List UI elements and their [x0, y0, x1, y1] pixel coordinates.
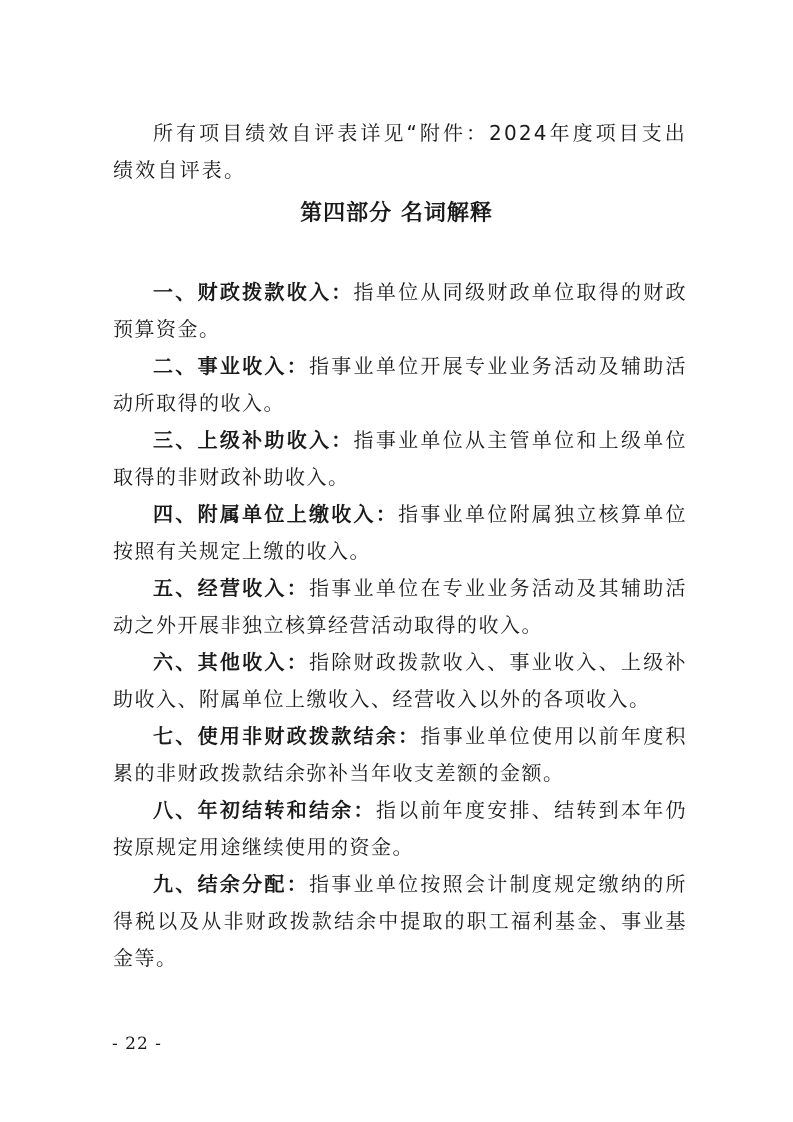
definition-paragraph: [113, 644, 687, 718]
section-title: 第四部分 名词解释: [300, 200, 493, 226]
definition-paragraph: [113, 792, 687, 866]
definition-term: 一、财政拨款收入：: [153, 280, 354, 304]
definition-paragraph: [113, 496, 687, 570]
definition-text: 指事业单位在专业业务活动及其辅助活动之外开展非独立核算经营活动取得的收入。: [113, 576, 688, 637]
definition-text: 指除财政拨款收入、事业收入、上级补助收入、附属单位上缴收入、经营收入以外的各项收入。: [113, 650, 688, 711]
definition-text: 指以前年度安排、结转到本年仍按原规定用途继续使用的资金。: [113, 798, 688, 859]
definition-term: 六、其他收入：: [153, 650, 309, 674]
definition-paragraph: [113, 570, 687, 644]
definition-term: 四、附属单位上缴收入：: [153, 502, 399, 526]
definition-paragraph: [113, 866, 687, 977]
definition-term: 九、结余分配：: [153, 872, 309, 896]
definition-term: 二、事业收入：: [153, 354, 309, 378]
definition-paragraph: [113, 422, 687, 496]
definition-text: 指单位从同级财政单位取得的财政预算资金。: [113, 280, 688, 341]
definition-text: 指事业单位按照会计制度规定缴纳的所得税以及从非财政拨款结余中提取的职工福利基金、事业基金等。: [113, 872, 688, 970]
definition-paragraph: [113, 348, 687, 422]
intro-paragraph: 所有项目绩效自评表详见“附件：2024年度项目支出绩效自评表。: [113, 121, 687, 182]
definition-term: 八、年初结转和结余：: [153, 798, 376, 822]
definition-text: 指事业单位附属独立核算单位按照有关规定上缴的收入。: [113, 502, 688, 563]
definition-text: 指事业单位从主管单位和上级单位取得的非财政补助收入。: [113, 428, 688, 489]
definition-paragraph: [113, 718, 687, 792]
definition-term: 七、使用非财政拨款结余：: [153, 724, 421, 748]
definition-text: 指事业单位开展专业业务活动及辅助活动所取得的收入。: [113, 354, 688, 415]
definition-term: 五、经营收入：: [153, 576, 309, 600]
page-number: - 22 -: [112, 1034, 162, 1054]
definition-text: 指事业单位使用以前年度积累的非财政拨款结余弥补当年收支差额的金额。: [113, 724, 688, 785]
definition-paragraph: [113, 274, 687, 348]
definition-term: 三、上级补助收入：: [153, 428, 354, 452]
